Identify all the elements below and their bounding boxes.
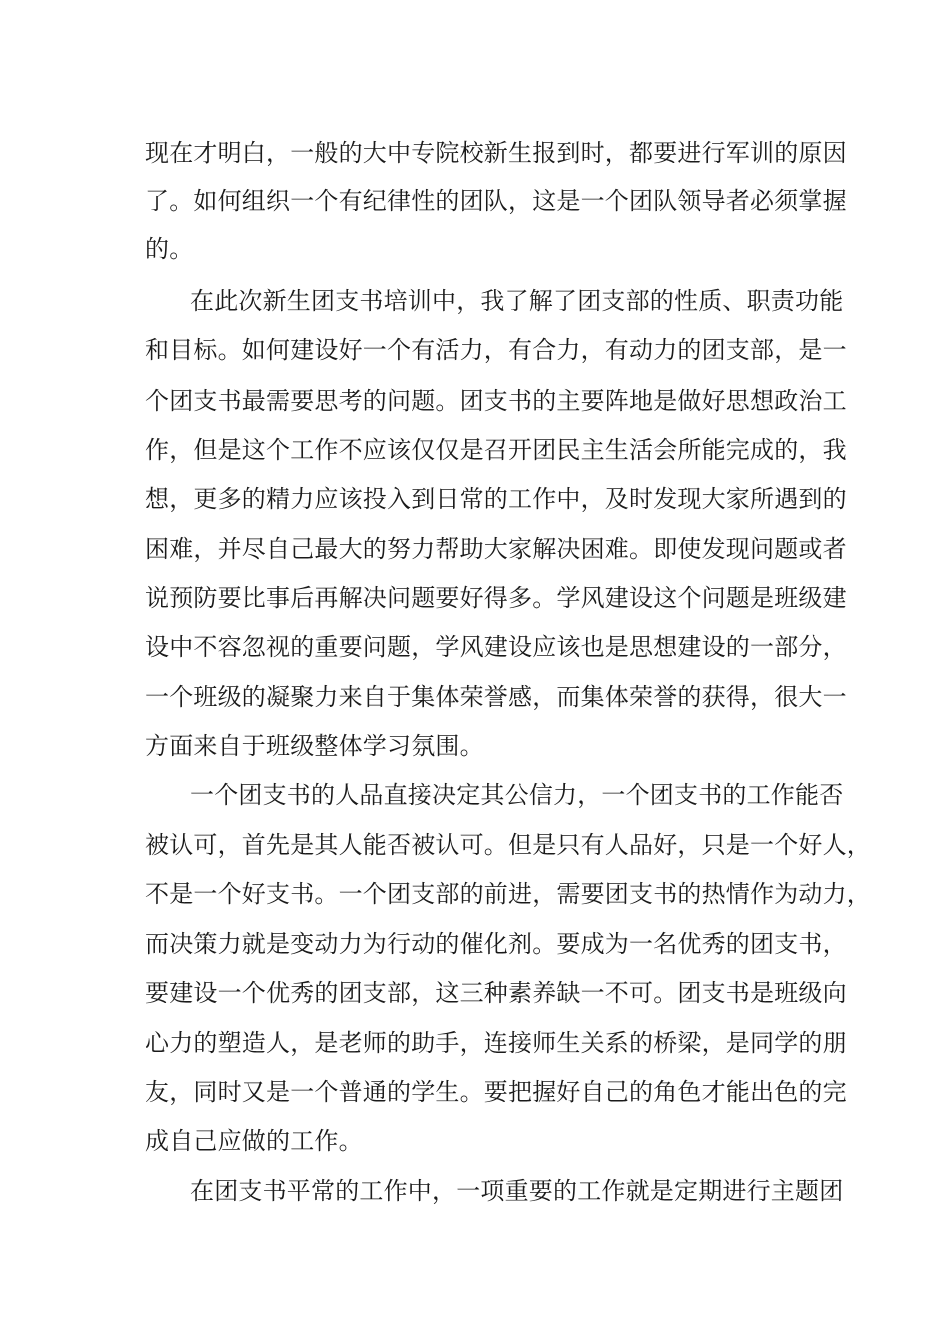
paragraph-3-line-7: 友，同时又是一个普通的学生。要把握好自己的角色才能出色的完 <box>145 1078 847 1106</box>
paragraph-2-line-8: 设中不容忽视的重要问题，学风建设应该也是思想建设的一部分， <box>145 633 847 661</box>
paragraph-2-line-9: 一个班级的凝聚力来自于集体荣誉感，而集体荣誉的获得，很大一 <box>145 683 847 711</box>
paragraph-2-line-10: 方面来自于班级整体学习氛围。 <box>145 732 484 760</box>
paragraph-2-line-5: 想，更多的精力应该投入到日常的工作中，及时发现大家所遇到的 <box>145 485 847 513</box>
paragraph-2-line-1: 在此次新生团支书培训中，我了解了团支部的性质、职责功能 <box>190 287 844 315</box>
paragraph-2-line-6: 困难，并尽自己最大的努力帮助大家解决困难。即使发现问题或者 <box>145 535 847 563</box>
paragraph-3-line-1: 一个团支书的人品直接决定其公信力，一个团支书的工作能否 <box>190 781 844 809</box>
paragraph-2-line-2: 和目标。如何建设好一个有活力，有合力，有动力的团支部，是一 <box>145 336 847 364</box>
paragraph-1-line-1: 现在才明白，一般的大中专院校新生报到时，都要进行军训的原因 <box>145 139 847 167</box>
paragraph-3-line-3: 不是一个好支书。一个团支部的前进，需要团支书的热情作为动力， <box>145 880 871 908</box>
paragraph-3-line-2: 被认可，首先是其人能否被认可。但是只有人品好，只是一个好人， <box>145 831 871 859</box>
paragraph-3-line-8: 成自己应做的工作。 <box>145 1127 363 1155</box>
paragraph-2-line-4: 作，但是这个工作不应该仅仅是召开团民主生活会所能完成的，我 <box>145 436 847 464</box>
paragraph-3-line-5: 要建设一个优秀的团支部，这三种素养缺一不可。团支书是班级向 <box>145 979 847 1007</box>
paragraph-2-line-3: 个团支书最需要思考的问题。团支书的主要阵地是做好思想政治工 <box>145 387 847 415</box>
paragraph-1-line-3: 的。 <box>145 235 194 263</box>
paragraph-3-line-6: 心力的塑造人，是老师的助手，连接师生关系的桥梁，是同学的朋 <box>145 1029 847 1057</box>
paragraph-4-line-1: 在团支书平常的工作中，一项重要的工作就是定期进行主题团 <box>190 1177 844 1205</box>
paragraph-1-line-2: 了。如何组织一个有纪律性的团队，这是一个团队领导者必须掌握 <box>145 187 847 215</box>
paragraph-2-line-7: 说预防要比事后再解决问题要好得多。学风建设这个问题是班级建 <box>145 584 847 612</box>
paragraph-3-line-4: 而决策力就是变动力为行动的催化剂。要成为一名优秀的团支书， <box>145 930 847 958</box>
